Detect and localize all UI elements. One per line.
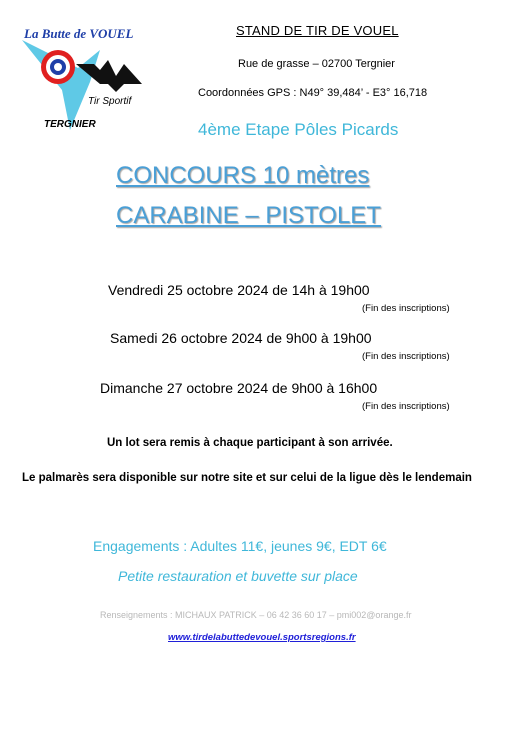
schedule-date-saturday: Samedi 26 octobre 2024 de 9h00 à 19h00: [110, 330, 372, 346]
address: Rue de grasse – 02700 Tergnier: [238, 58, 395, 70]
website-link[interactable]: www.tirdelabuttedevouel.sportsregions.fr: [168, 632, 356, 643]
schedule-date-friday: Vendredi 25 octobre 2024 de 14h à 19h00: [108, 282, 370, 298]
schedule-note-friday: (Fin des inscriptions): [362, 303, 450, 314]
stand-title: STAND DE TIR DE VOUEL: [236, 23, 399, 38]
palmares-notice: Le palmarès sera disponible sur notre site et sur celui de la ligue dès le lendemain: [22, 472, 472, 484]
logo-title: La Butte de VOUEL: [24, 26, 134, 41]
schedule-date-sunday: Dimanche 27 octobre 2024 de 9h00 à 16h00: [100, 380, 378, 396]
event-title-line1: CONCOURS 10 mètres: [116, 162, 370, 189]
logo-target-center: [54, 63, 62, 71]
event-stage: 4ème Etape Pôles Picards: [198, 120, 399, 139]
schedule-note-saturday: (Fin des inscriptions): [362, 351, 450, 362]
gps-coordinates: Coordonnées GPS : N49° 39,484’ - E3° 16,718: [198, 87, 428, 99]
event-title-line2: CARABINE – PISTOLET: [116, 202, 381, 229]
schedule-note-sunday: (Fin des inscriptions): [362, 401, 450, 412]
engagements-fees: Engagements : Adultes 11€, jeunes 9€, EDT 6€: [93, 538, 387, 554]
contact-info: Renseignements : MICHAUX PATRICK – 06 42 36 60 17 – pmi002@orange.fr: [100, 610, 412, 620]
logo-subtitle: Tir Sportif: [88, 96, 132, 107]
logo-city: TERGNIER: [44, 119, 96, 130]
lot-notice: Un lot sera remis à chaque participant à son arrivée.: [107, 437, 393, 449]
restauration-notice: Petite restauration et buvette sur place: [118, 568, 358, 584]
